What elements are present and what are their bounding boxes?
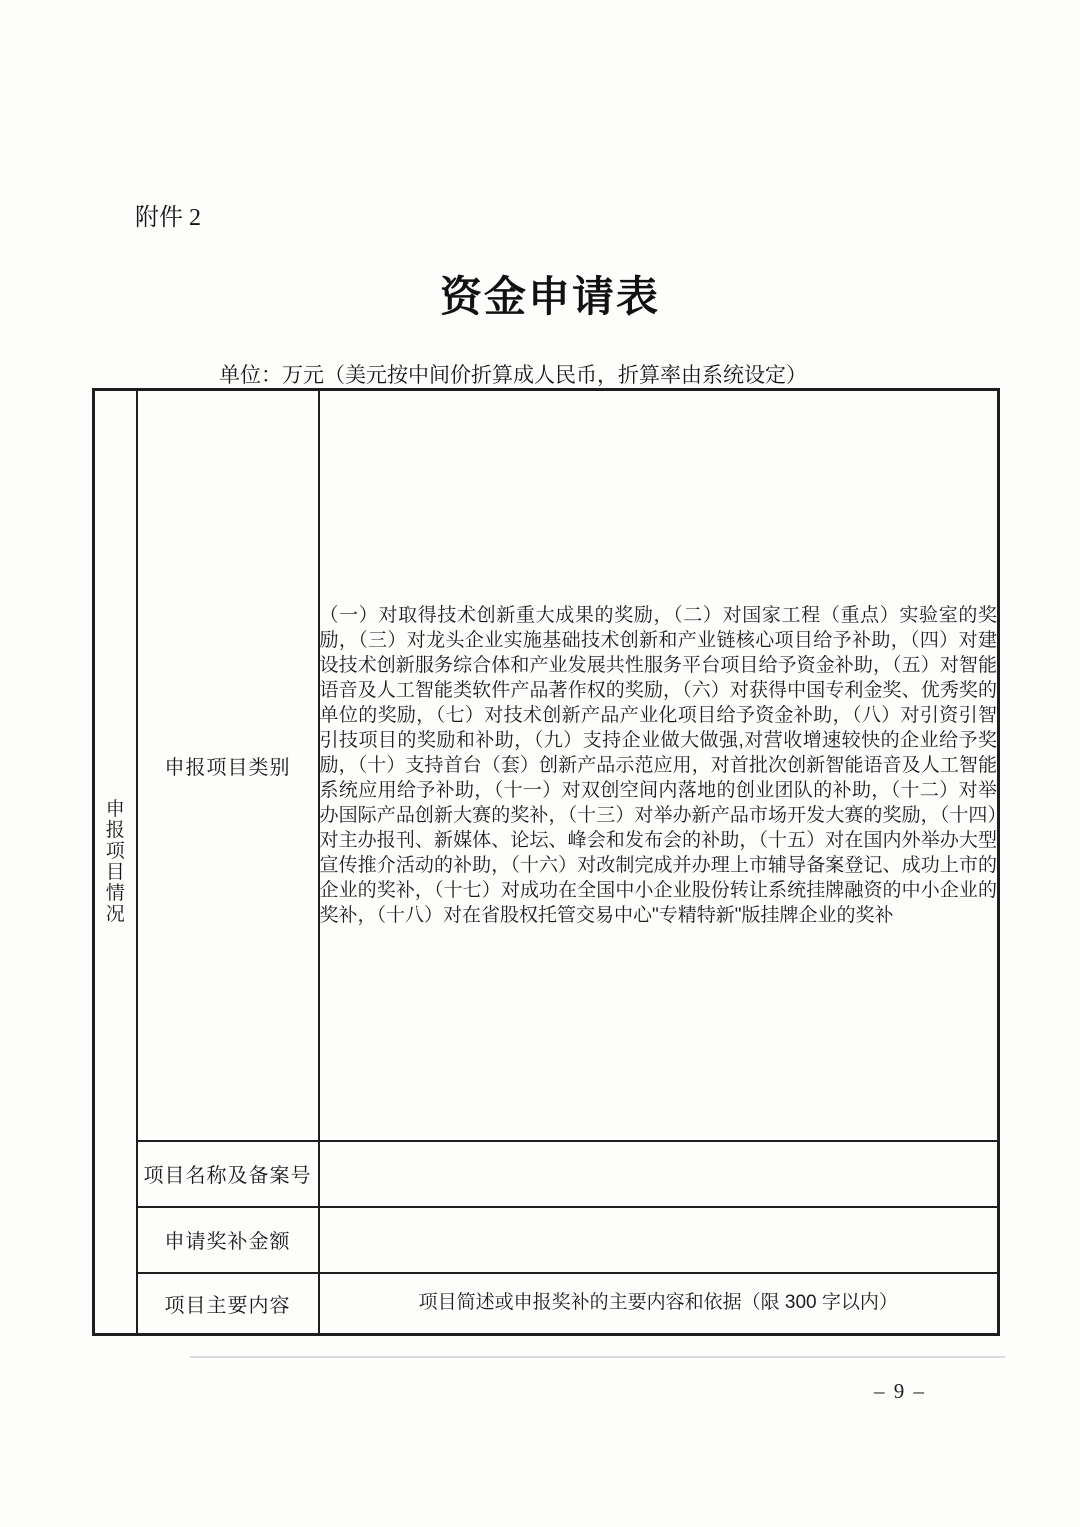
row-label-project-name: 项目名称及备案号 (137, 1141, 319, 1207)
scan-artifact-line (190, 1356, 1005, 1358)
row-label-amount: 申请奖补金额 (137, 1207, 319, 1273)
row-label-main-content: 项目主要内容 (137, 1273, 319, 1335)
project-name-field (319, 1141, 999, 1207)
page-title: 资金申请表 (439, 275, 660, 321)
attachment-label: 附件 2 (135, 205, 201, 231)
category-content: （一）对取得技术创新重大成果的奖励，（二）对国家工程（重点）实验室的奖励，（三）对龙头企业实施基础技术创新和产业链核心项目给予补助，（四）对建设技术创新服务综合体和产业发展共性服务平台项目给予资金补助，（五）对智能语音及人工智能类软件产品著作权的奖励，（六）对获得中国专利金奖、优秀奖的单位的奖励，（七）对技术创新产品产业化项目给予资金补助，（八）对引资引智引技项目的奖励和补助，（九）支持企业做大做强,对营收增速较快的企业给予奖励，（十）支持首台（套）创新产品示范应用，对首批次创新智能语音及人工智能系统应用给予补助，（十一）对双创空间内落地的创业团队的补助，（十二）对举办国际产品创新大赛的奖补，（十三）对举办新产品市场开发大赛的奖励，（十四）对主办报刊、新媒体、论坛、峰会和发布会的补助，（十五）对在国内外举办大型宣传推介活动的补助，（十六）对改制完成并办理上市辅导备案登记、成功上市的企业的奖补，（十七）对成功在全国中小企业股份转让系统挂牌融资的中小企业的奖补，（十八）对在省股权托管交易中心"专精特新"版挂牌企业的奖补 (319, 390, 999, 1141)
group-label-cell (94, 390, 137, 1335)
table-row (94, 1273, 999, 1335)
main-content-note: 项目简述或申报奖补的主要内容和依据（限 300 字以内） (319, 1273, 999, 1335)
page-number: – 9 – (874, 1379, 926, 1403)
table-row (94, 390, 999, 1141)
fund-application-table (92, 388, 1000, 1336)
row-label-category: 申报项目类别 (137, 390, 319, 1141)
table-row (94, 1207, 999, 1273)
table-row (94, 1141, 999, 1207)
unit-note: 单位：万元（美元按中间价折算成人民币，折算率由系统设定） (219, 364, 807, 387)
amount-field (319, 1207, 999, 1273)
group-label: 申报项目情况 (105, 799, 125, 925)
